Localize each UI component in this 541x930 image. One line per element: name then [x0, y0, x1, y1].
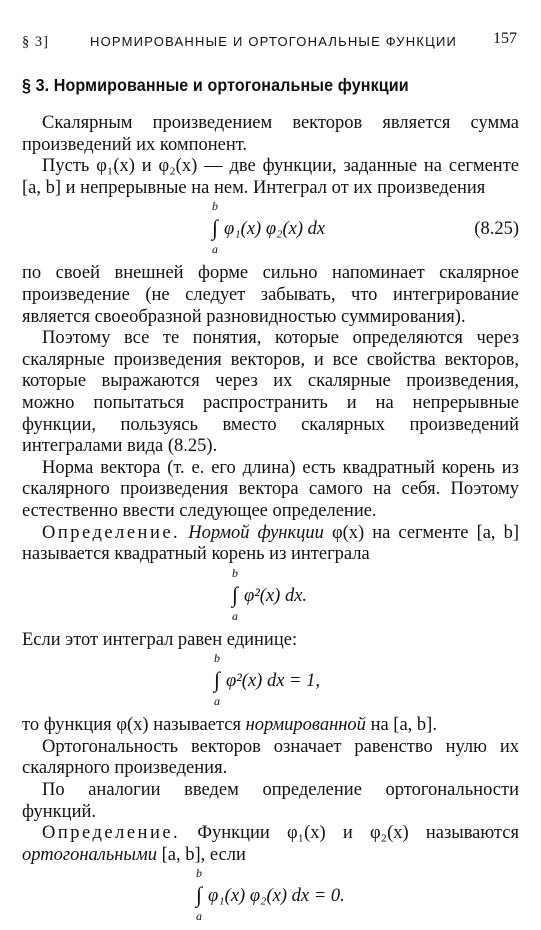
definition-label: Определение. [42, 823, 181, 844]
book-page [22, 0, 520, 924]
paragraph-orthogonality-vectors: Ортогональность векторов означает равенство нулю их скалярного произведения. [22, 736, 519, 779]
integral-sign: b ∫ a [211, 199, 219, 257]
body-text [22, 113, 519, 930]
equation-norm-integral [22, 565, 519, 626]
equation-8-25 [22, 201, 519, 259]
equation-body: φ²(x) dx = 1, [226, 671, 321, 692]
paragraph-integral-equals-one: Если этот интеграл равен единице: [22, 629, 298, 650]
paragraph-definition-norm: Определение. Нормой функции φ(x) на сегменте [a, b] называется квадратный корень из интеграла [22, 522, 520, 565]
term-normalized: нормированной [245, 715, 366, 736]
definition-label: Определение. [42, 522, 181, 543]
paragraph-normalized: то функция φ(x) называется нормированной на [a, b]. [22, 715, 437, 736]
term-orthogonal: ортогональными [22, 844, 158, 865]
integral-sign: b ∫ a [195, 866, 203, 924]
equation-orthogonal [22, 868, 519, 926]
page-number: 157 [493, 30, 517, 47]
section-title: § 3. Нормированные и ортогональные функции [22, 75, 409, 95]
paragraph-scalar-product: Скалярным произведением векторов является сумма произведений их компонент. [22, 113, 519, 155]
paragraph-norm-vector: Норма вектора (т. е. его длина) есть квадратный корень из скалярного произведения вектора самого на себя. Поэтому естественно ввести следующее определение. [22, 457, 519, 521]
integral-sign: b ∫ a [213, 651, 221, 709]
equation-body: φ₁(x) φ₂(x) dx = 0. [208, 886, 345, 907]
integral-sign: b ∫ a [231, 565, 239, 623]
paragraph-concepts: Поэтому все те понятия, которые определяются через скалярные произведения векторов, и все свойства векторов, которые выражаются через их скалярные произведения, можно попытаться распространить и на непрерывные функции, пользуясь вместо скалярных произведений интегралами вида (8.25). [22, 328, 519, 457]
term-norm: Нормой функции [188, 522, 324, 543]
equation-body: φ²(x) dx. [244, 585, 308, 606]
paragraph-resemblance: по своей внешней форме сильно напоминает скалярное произведение (не следует забывать, что интегрирование является своеобразной разновидностью суммирования). [22, 263, 519, 327]
header-section-ref: § 3] [22, 34, 49, 50]
header-running-title: НОРМИРОВАННЫЕ И ОРТОГОНАЛЬНЫЕ ФУНКЦИИ [90, 34, 458, 49]
paragraph-definition-orthogonal: Определение. Функции φ₁(x) и φ₂(x) называются ортогональными [a, b], если [22, 823, 519, 865]
equation-body: φ₁(x) φ₂(x) dx [224, 219, 326, 240]
running-header [22, 30, 519, 54]
equation-number: (8.25) [474, 219, 519, 240]
paragraph-two-functions: Пусть φ₁(x) и φ₂(x) — две функции, заданные на сегменте [a, b] и непрерывные на нем. Интеграл от их произведения [22, 156, 519, 198]
paragraph-analogy: По аналогии введем определение ортогональности функций. [22, 780, 519, 822]
equation-normalized [22, 653, 519, 711]
